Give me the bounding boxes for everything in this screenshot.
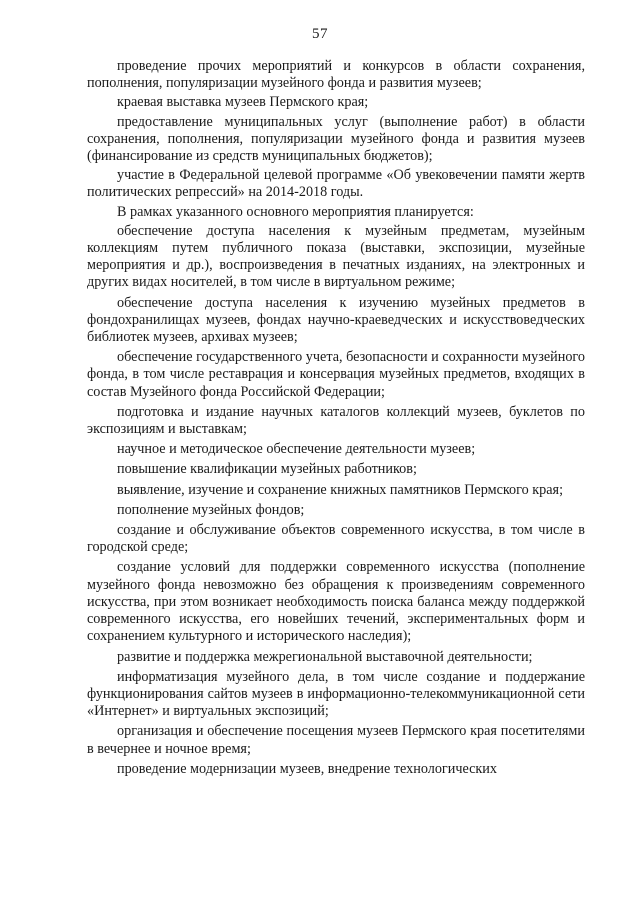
paragraph: обеспечение доступа населения к музейным предметам, музейным коллекциям путем публичного показа (выставки, экспозиции, музейные мероприятия и др.), воспроизведения в печатных изданиях, на электронных и других видах носителей, в том числе в виртуальном режиме; [87,222,585,291]
paragraph: пополнение музейных фондов; [117,501,305,518]
paragraph: организация и обеспечение посещения музеев Пермского края посетителями в вечернее и ночное время; [87,723,585,757]
paragraph: выявление, изучение и сохранение книжных памятников Пермского края; [117,481,564,498]
paragraph: создание условий для поддержки современного искусства (пополнение музейного фонда невозможно без обращения к произведениям современного искусства, при этом возникает необходимость поиска баланса между поддержкой современного искусства, его новейших течений, экспериментальных форм и сохранением культурного и исторического наследия); [87,559,585,645]
paragraph: научное и методическое обеспечение деятельности музеев; [117,441,476,458]
paragraph: информатизация музейного дела, в том числе создание и поддержание функционирования сайтов музеев в информационно-телекоммуникационной сети «Интернет» и виртуальных экспозиций; [87,668,585,720]
paragraph: краевая выставка музеев Пермского края; [117,94,369,111]
paragraph: проведение модернизации музеев, внедрение технологических [117,760,497,777]
paragraph: обеспечение доступа населения к изучению музейных предметов в фондохранилищах музеев, фондах научно-краеведческих и искусствоведческих библиотек музеев, архивах музеев; [87,294,585,346]
paragraph: проведение прочих мероприятий и конкурсов в области сохранения, пополнения, популяризации музейного фонда и развития музеев; [87,58,585,92]
page-number: 57 [312,26,328,42]
paragraph: обеспечение государственного учета, безопасности и сохранности музейного фонда, в том числе реставрация и консервация музейных предметов, входящих в состав Музейного фонда Российской Федерации; [87,349,585,400]
paragraph: повышение квалификации музейных работников; [117,461,417,478]
paragraph: создание и обслуживание объектов современного искусства, в том числе в городской среде; [87,522,585,556]
paragraph: предоставление муниципальных услуг (выполнение работ) в области сохранения, пополнения, популяризации музейного фонда и развития музеев (финансирование из средств муниципальных бюджетов); [87,113,585,165]
paragraph: В рамках указанного основного мероприятия планируется: [117,203,474,220]
paragraph: развитие и поддержка межрегиональной выставочной деятельности; [117,648,533,665]
paragraph: подготовка и издание научных каталогов коллекций музеев, буклетов по экспозициям и выставкам; [87,403,585,438]
paragraph: участие в Федеральной целевой программе «Об увековечении памяти жертв политических репрессий» на 2014-2018 годы. [87,167,585,201]
document-body [87,58,585,778]
